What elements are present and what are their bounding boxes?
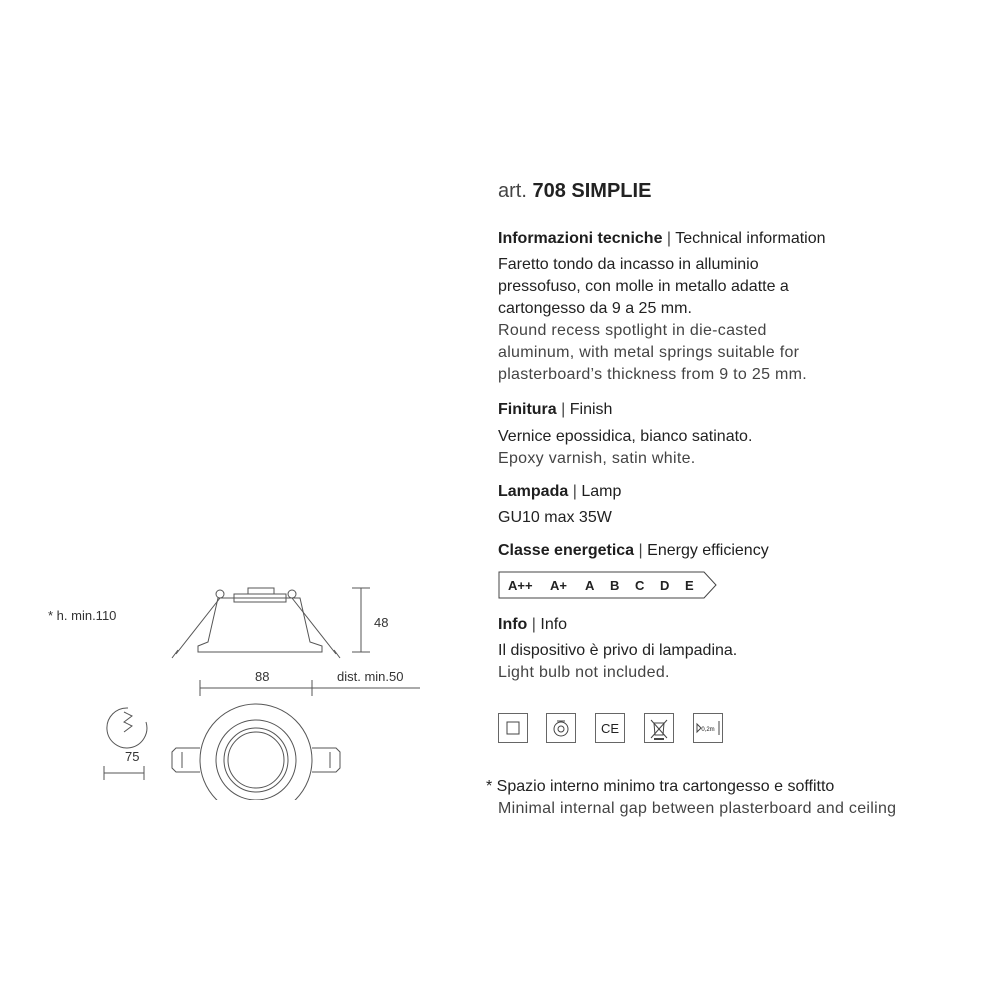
technical-heading <box>498 230 826 248</box>
energy-class-label: A++ <box>508 578 533 593</box>
finish-line-it: Vernice epossidica, bianco satinato. <box>498 428 753 445</box>
energy-class-arrow <box>498 571 718 599</box>
heading-separator: | <box>572 483 577 500</box>
technical-line-it: pressofuso, con molle in metallo adatte a <box>498 278 789 295</box>
finish-line-en: Epoxy varnish, satin white. <box>498 450 696 467</box>
technical-line-it: Faretto tondo da incasso in alluminio <box>498 256 759 273</box>
article-code: 708 SIMPLIE <box>532 180 652 202</box>
lamp-heading <box>498 483 621 501</box>
technical-heading-en: Technical information <box>675 230 826 247</box>
energy-class-label: C <box>635 578 645 593</box>
finish-heading <box>498 401 612 419</box>
finish-description <box>498 426 752 470</box>
spring-right <box>292 598 336 654</box>
width-dimension-label: 88 <box>255 669 270 684</box>
spotlight-side-view <box>198 598 322 652</box>
heading-separator: | <box>666 230 672 247</box>
heading-separator: | <box>638 542 643 559</box>
technical-line-it: cartongesso da 9 a 25 mm. <box>498 300 692 317</box>
footnote-line-en: Minimal internal gap between plasterboard and ceiling <box>498 800 897 817</box>
info-description <box>498 640 737 684</box>
technical-line-en: Round recess spotlight in die-casted <box>498 322 767 339</box>
technical-line-en: aluminum, with metal springs suitable for <box>498 344 800 361</box>
energy-class-label: A+ <box>550 578 567 593</box>
footnote-line-it: * Spazio interno minimo tra cartongesso e soffitto <box>486 778 835 795</box>
energy-heading <box>498 542 769 560</box>
heading-separator: | <box>531 616 536 633</box>
energy-class-label: D <box>660 578 670 593</box>
energy-heading-it: Classe energetica <box>498 542 635 559</box>
product-title <box>498 180 651 203</box>
technical-line-en: plasterboard’s thickness from 9 to 25 mm. <box>498 366 808 383</box>
energy-heading-en: Energy efficiency <box>647 542 769 559</box>
class-ii-insulation-icon <box>498 713 528 743</box>
energy-class-label: E <box>685 578 694 593</box>
article-prefix: art. <box>498 180 527 202</box>
technical-heading-it: Informazioni tecniche <box>498 230 663 247</box>
ik-rating-icon <box>546 713 576 743</box>
lamp-heading-en: Lamp <box>581 483 622 500</box>
technical-drawing <box>0 570 480 800</box>
lamp-heading-it: Lampada <box>498 483 569 500</box>
min-distance-label: dist. min.50 <box>337 669 404 684</box>
info-heading-it: Info <box>498 616 528 633</box>
distance-from-object-icon <box>693 713 723 743</box>
height-dimension-label: 48 <box>374 615 389 630</box>
hole-diameter-label: 75 <box>125 749 140 764</box>
info-line-it: Il dispositivo è privo di lampadina. <box>498 642 738 659</box>
info-heading-en: Info <box>540 616 568 633</box>
lamp-spec: GU10 max 35W <box>498 509 612 526</box>
heading-separator: | <box>561 401 566 418</box>
energy-class-label: B <box>610 578 620 593</box>
footnote <box>486 776 896 820</box>
min-height-label: * h. min.110 <box>48 608 117 623</box>
weee-bin-icon <box>644 713 674 743</box>
technical-description <box>498 254 807 386</box>
finish-heading-en: Finish <box>569 401 613 418</box>
energy-class-label: A <box>585 578 595 593</box>
info-heading <box>498 616 567 634</box>
finish-heading-it: Finitura <box>498 401 557 418</box>
ce-mark-icon <box>595 713 625 743</box>
distance-text: 0,2m <box>701 727 715 733</box>
info-line-en: Light bulb not included. <box>498 664 670 681</box>
ce-mark-text: CE <box>600 721 620 736</box>
